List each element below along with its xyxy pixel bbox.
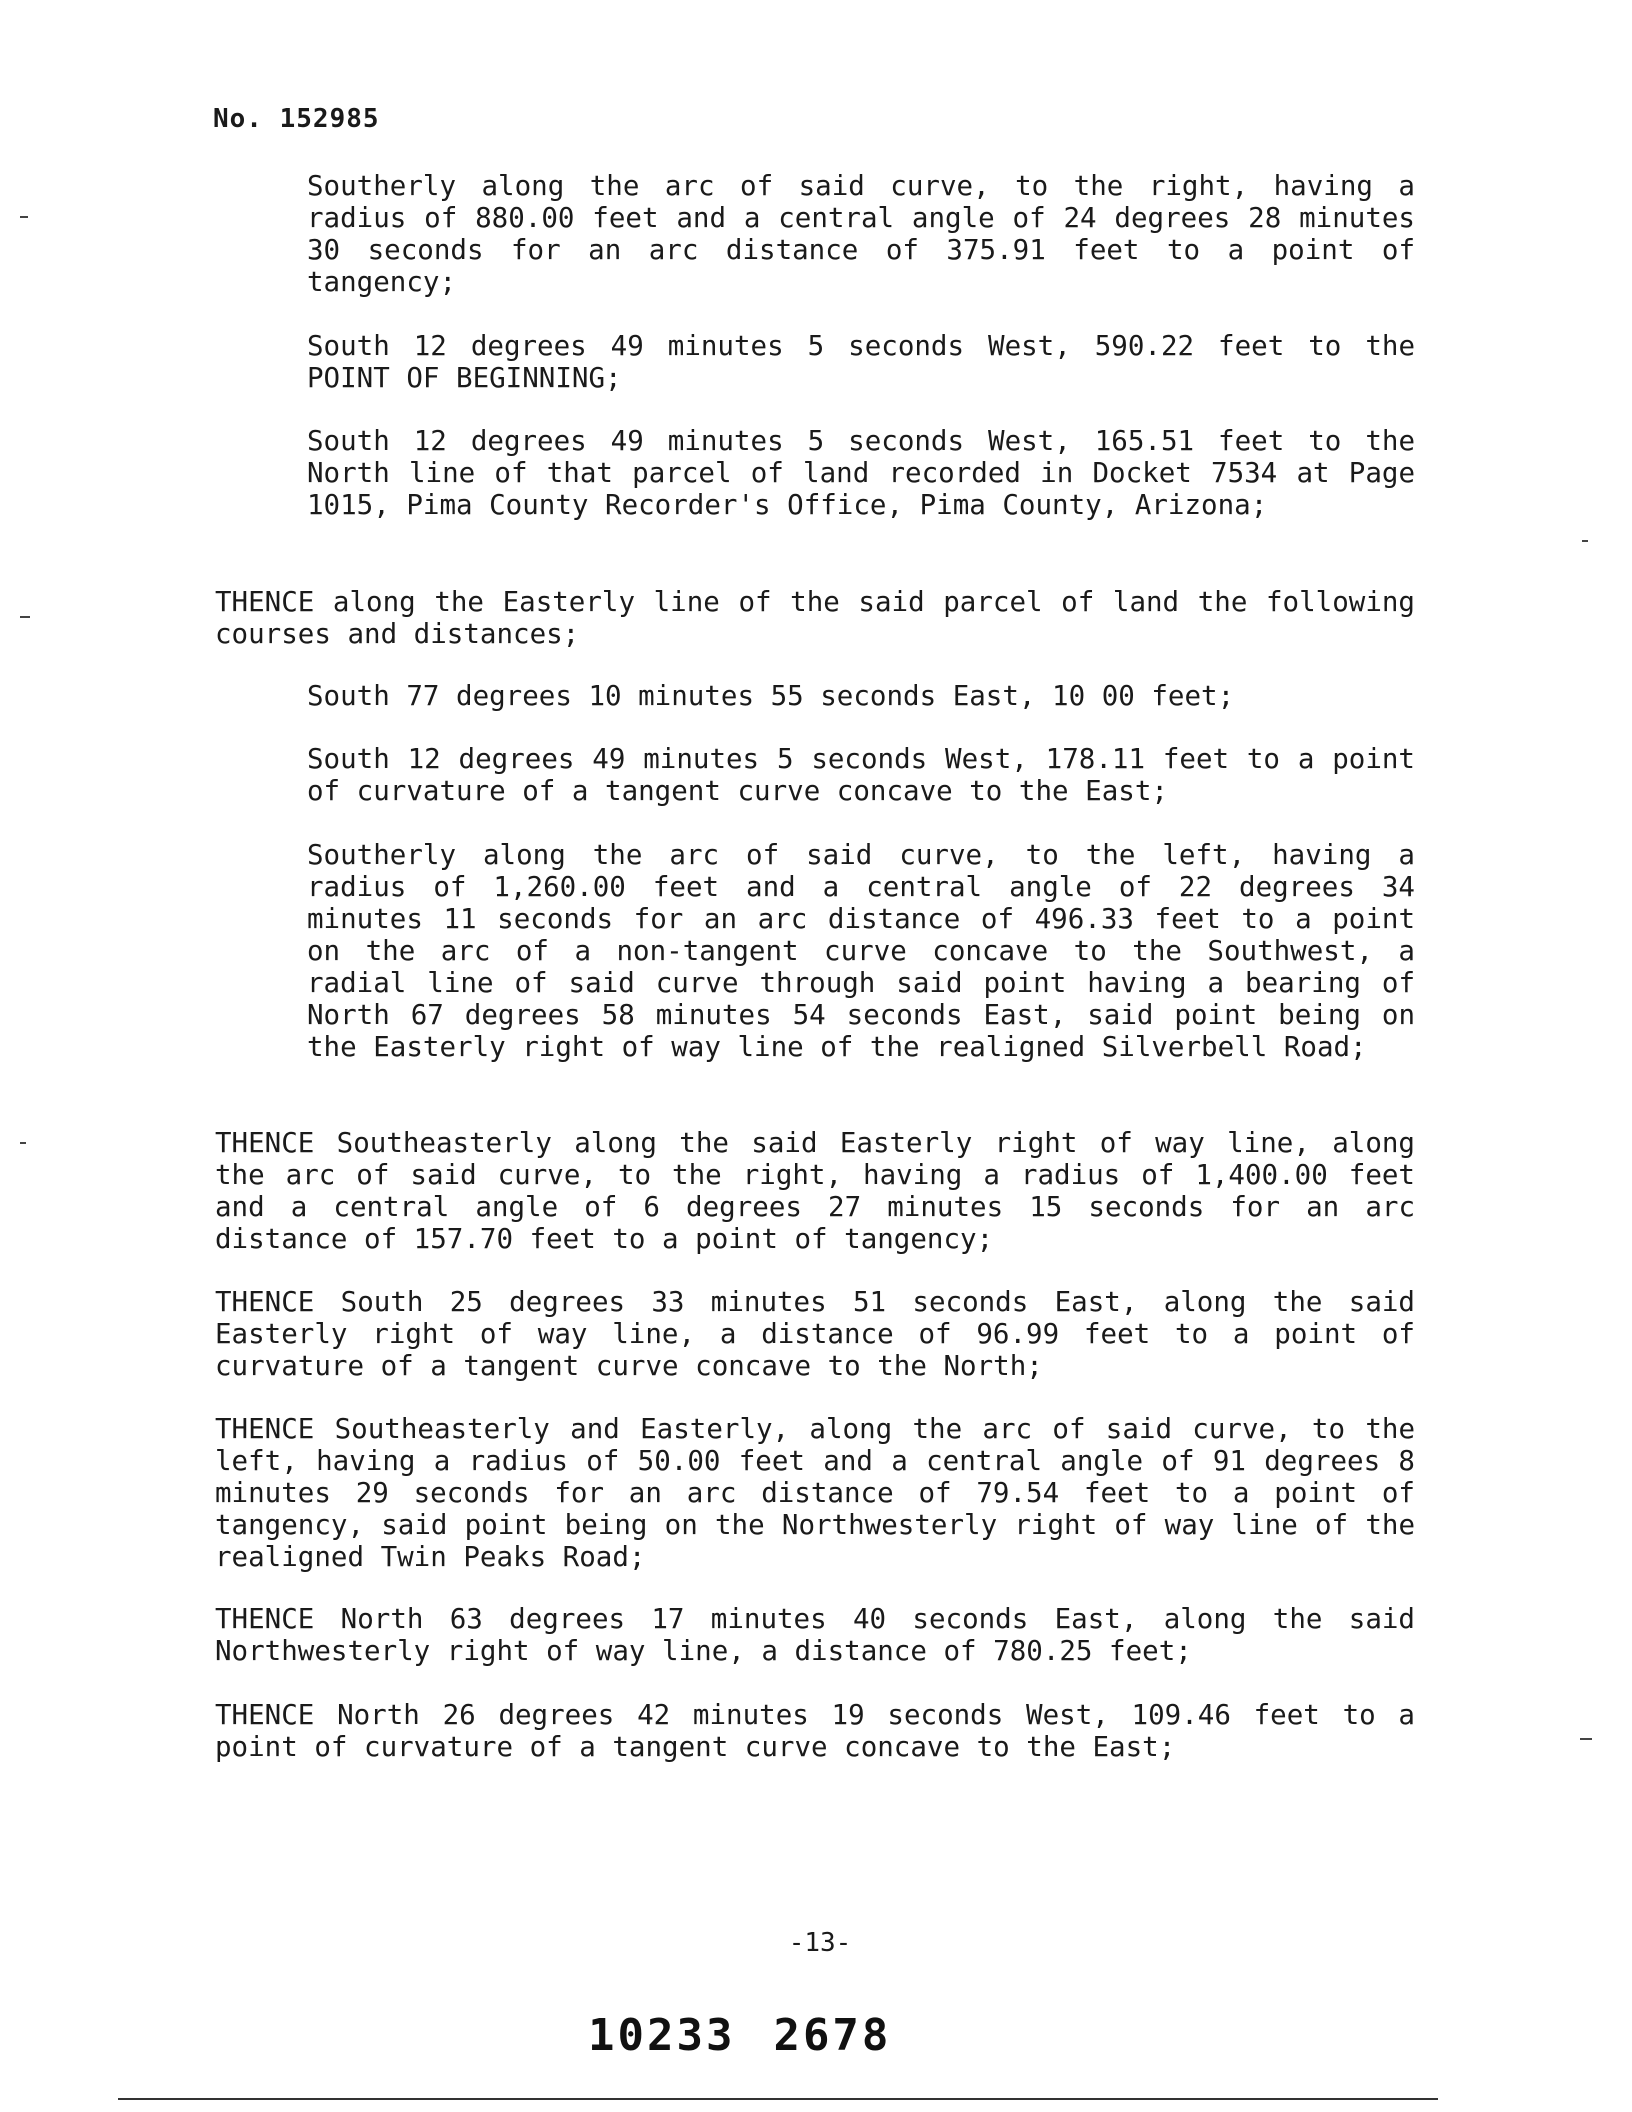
scan-speck (1582, 540, 1588, 542)
paragraph-easterly-line: THENCE along the Easterly line of the said parcel of land the following courses and distances; (215, 586, 1415, 650)
scan-speck (20, 1142, 26, 1144)
paragraph-docket-line: South 12 degrees 49 minutes 5 seconds West, 165.51 feet to the North line of that parcel of land recorded in Docket 7534 at Page 1015, Pima County Recorder's Office, Pima County, Arizona; (307, 425, 1415, 521)
paragraph-south-77: South 77 degrees 10 minutes 55 seconds East, 10 00 feet; (307, 680, 1235, 712)
page-number: -13- (788, 1928, 852, 1958)
paragraph-arc-left: Southerly along the arc of said curve, to the left, having a radius of 1,260.00 feet and a central angle of 22 degrees 34 minutes 11 seconds for an arc distance of 496.33 feet to a point on the arc of a non-tangent curve concave to the Southwest, a radial line of said curve through said point having a bearing of North 67 degrees 58 minutes 54 seconds East, said point being on the Easterly right of way line of the realigned Silverbell Road; (307, 839, 1415, 1063)
paragraph-south-12-curvature: South 12 degrees 49 minutes 5 seconds West, 178.11 feet to a point of curvature of a tangent curve concave to the East; (307, 743, 1415, 807)
paragraph-southeasterly: THENCE Southeasterly along the said Easterly right of way line, along the arc of said curve, to the right, having a radius of 1,400.00 feet and a central angle of 6 degrees 27 minutes 15 seconds for an arc distance of 157.70 feet to a point of tangency; (215, 1127, 1415, 1255)
paragraph-arc-right: Southerly along the arc of said curve, to the right, having a radius of 880.00 feet and a central angle of 24 degrees 28 minutes 30 seconds for an arc distance of 375.91 feet to a point of tangency; (307, 170, 1415, 298)
paragraph-south-25: THENCE South 25 degrees 33 minutes 51 seconds East, along the said Easterly right of way line, a distance of 96.99 feet to a point of curvature of a tangent curve concave to the North; (215, 1286, 1415, 1382)
paragraph-southeasterly-easterly: THENCE Southeasterly and Easterly, along the arc of said curve, to the left, having a radius of 50.00 feet and a central angle of 91 degrees 8 minutes 29 seconds for an arc distance of 79.54 feet to a point of tangency, said point being on the Northwesterly right of way line of the realigned Twin Peaks Road; (215, 1413, 1415, 1573)
scan-speck (20, 616, 30, 618)
bottom-rule (118, 2098, 1438, 2100)
docket-stamp (588, 2010, 929, 2061)
scan-speck (1580, 1738, 1592, 1740)
paragraph-point-of-beginning: South 12 degrees 49 minutes 5 seconds West, 590.22 feet to the POINT OF BEGINNING; (307, 330, 1415, 394)
docket-page: 2678 (773, 2010, 892, 2061)
scan-speck (20, 216, 28, 218)
document-number: No. 152985 (213, 104, 380, 134)
docket-number: 10233 (588, 2010, 736, 2061)
paragraph-north-63: THENCE North 63 degrees 17 minutes 40 seconds East, along the said Northwesterly right of way line, a distance of 780.25 feet; (215, 1603, 1415, 1667)
paragraph-north-26: THENCE North 26 degrees 42 minutes 19 seconds West, 109.46 feet to a point of curvature of a tangent curve concave to the East; (215, 1699, 1415, 1763)
